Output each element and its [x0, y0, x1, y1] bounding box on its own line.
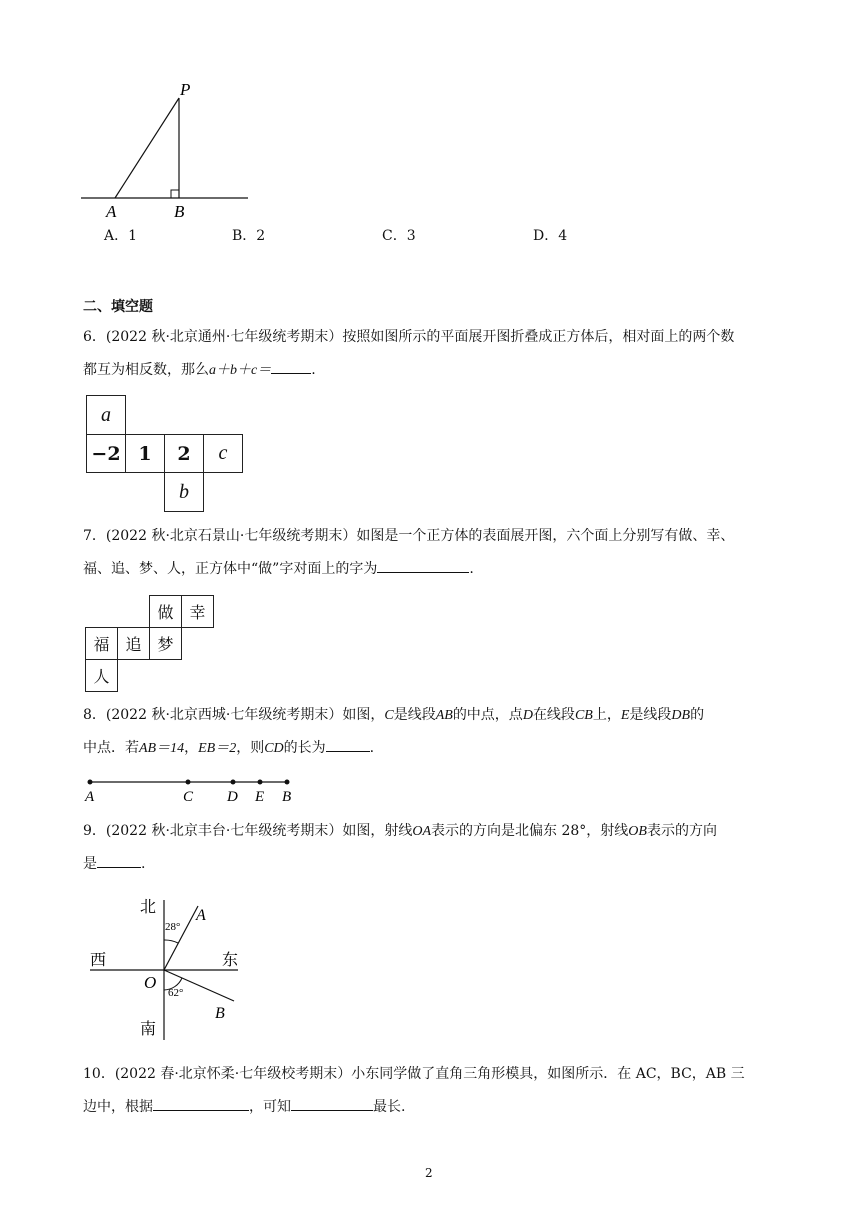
q8-t8: 的长为: [283, 740, 326, 756]
q5-option-a: A．1: [104, 228, 138, 244]
q9-answer-blank[interactable]: [97, 853, 141, 868]
q8-label-a: A: [85, 789, 95, 804]
q5-option-c: C．3: [382, 228, 416, 244]
q7-answer-blank[interactable]: [377, 558, 469, 573]
q8-var-cb: CB: [574, 708, 593, 723]
q9-compass-figure: [84, 890, 244, 1048]
q6-cell-1: 1: [125, 434, 165, 473]
q9-north-label: 北: [140, 899, 157, 916]
q6-line2-post: .: [311, 362, 316, 378]
q8-t1: 是线段: [393, 707, 436, 723]
q8-point-b: [285, 780, 290, 785]
q8-point-a: [88, 780, 93, 785]
q10-l2-b: ，可知: [249, 1099, 291, 1115]
q7-cell-zhui: 追: [117, 627, 150, 660]
q9-east-label: 东: [222, 952, 239, 969]
q8-var-cd: CD: [264, 741, 284, 756]
q9-l1-a: 9．(2022 秋·北京丰台·七年级统考期末）如图，射线: [83, 823, 413, 839]
q8-t4: 上，: [592, 707, 621, 723]
q9-line2: [83, 853, 145, 874]
q8-l2-post: .: [369, 740, 375, 756]
q5-label-b: B: [174, 202, 185, 220]
q8-t7: ，则: [236, 740, 265, 756]
q8-t5: 是线段: [629, 707, 672, 723]
q8-line2: [83, 737, 374, 759]
q10-answer-blank-1[interactable]: [153, 1096, 249, 1111]
q10-line2: [83, 1096, 405, 1117]
q8-label-d: D: [227, 789, 238, 804]
q6-cell-b: b: [164, 472, 204, 512]
q8-point-e: [258, 780, 263, 785]
q5-label-p: P: [180, 80, 191, 99]
q7-line1: 7．(2022 秋·北京石景山·七年级统考期末）如图是一个正方体的表面展开图，六个面上分别写有做、幸、: [83, 528, 735, 544]
q9-ray-b-label: B: [215, 1005, 225, 1022]
q9-ray-a-label: A: [196, 907, 206, 924]
q8-comma: ，: [184, 740, 199, 756]
q9-angle-28: 28°: [165, 921, 181, 933]
q7-cell-fu: 福: [85, 627, 118, 660]
q8-t2: 的中点，点: [452, 707, 523, 723]
q9-var-oa: OA: [412, 824, 432, 839]
q6-line2: [83, 359, 316, 381]
q8-l2-a: 中点．若: [83, 740, 139, 756]
q8-var-db: DB: [671, 708, 691, 723]
q9-origin-label: O: [144, 973, 157, 992]
q8-t6: 的: [690, 707, 705, 723]
page-number: 2: [425, 1166, 433, 1180]
q8-var-d: D: [522, 708, 533, 723]
q8-eq2: EB＝2: [198, 741, 237, 756]
q8-var-ab: AB: [435, 708, 453, 723]
q8-var-c: C: [384, 708, 394, 723]
q7-cell-xing: 幸: [181, 595, 214, 628]
q9-t1: 表示的方向是北偏东 28°，射线: [431, 823, 629, 839]
q8-eq1: AB＝14: [139, 741, 185, 756]
q5-label-a: A: [106, 202, 117, 220]
q8-point-d: [231, 780, 236, 785]
q9-line1: [83, 821, 717, 842]
q8-line1: [83, 705, 704, 726]
q8-label-b: B: [282, 789, 292, 804]
q7-line2-pre: 福、追、梦、人，正方体中“做”字对面上的字为: [83, 561, 378, 577]
q10-line1: 10．(2022 春·北京怀柔·七年级校考期末）小东同学做了直角三角形模具，如图所示．在 AC，BC，AB 三: [83, 1066, 745, 1082]
q8-point-c: [186, 780, 191, 785]
q5-option-d: D．4: [533, 228, 568, 244]
q5-option-b: B．2: [232, 228, 266, 244]
q7-cell-ren: 人: [85, 659, 118, 692]
q7-line2: [83, 558, 474, 579]
section-title: 二、填空题: [83, 299, 153, 315]
q8-label-c: C: [183, 789, 194, 804]
q10-l2-c: 最长.: [373, 1099, 406, 1115]
q8-t3: 在线段: [532, 707, 575, 723]
q6-answer-blank[interactable]: [271, 359, 311, 374]
q8-figure: [84, 774, 300, 804]
q9-l2-pre: 是: [83, 856, 97, 872]
q6-cell-c: c: [203, 434, 243, 473]
q6-line2-pre: 都互为相反数，那么: [83, 362, 209, 378]
q9-south-label: 南: [140, 1021, 157, 1038]
q6-line1: 6．(2022 秋·北京通州·七年级统考期末）按照如图所示的平面展开图折叠成正方体后，相对面上的两个数: [83, 329, 735, 345]
q10-l2-a: 边中，根据: [83, 1099, 153, 1115]
q7-line2-post: .: [469, 561, 474, 577]
q9-angle-62: 62°: [168, 987, 184, 999]
q8-answer-blank[interactable]: [326, 737, 370, 752]
q9-west-label: 西: [90, 952, 107, 969]
q8-label-e: E: [255, 789, 265, 804]
q8-var-e: E: [620, 708, 630, 723]
q8-l1-a: 8．(2022 秋·北京西城·七年级统考期末）如图，: [83, 707, 385, 723]
q9-var-ob: OB: [628, 824, 647, 839]
q6-cell-m2: −2: [86, 434, 126, 473]
q6-cell-2: 2: [164, 434, 204, 473]
q9-t2: 表示的方向: [646, 823, 717, 839]
q10-answer-blank-2[interactable]: [291, 1096, 373, 1111]
q6-cell-a: a: [86, 395, 126, 435]
q7-cell-zuo: 做: [149, 595, 182, 628]
q9-l2-post: .: [141, 856, 146, 872]
q6-expr: a＋b＋c＝: [209, 363, 272, 378]
q5-figure: [78, 78, 258, 220]
q7-cell-meng: 梦: [149, 627, 182, 660]
